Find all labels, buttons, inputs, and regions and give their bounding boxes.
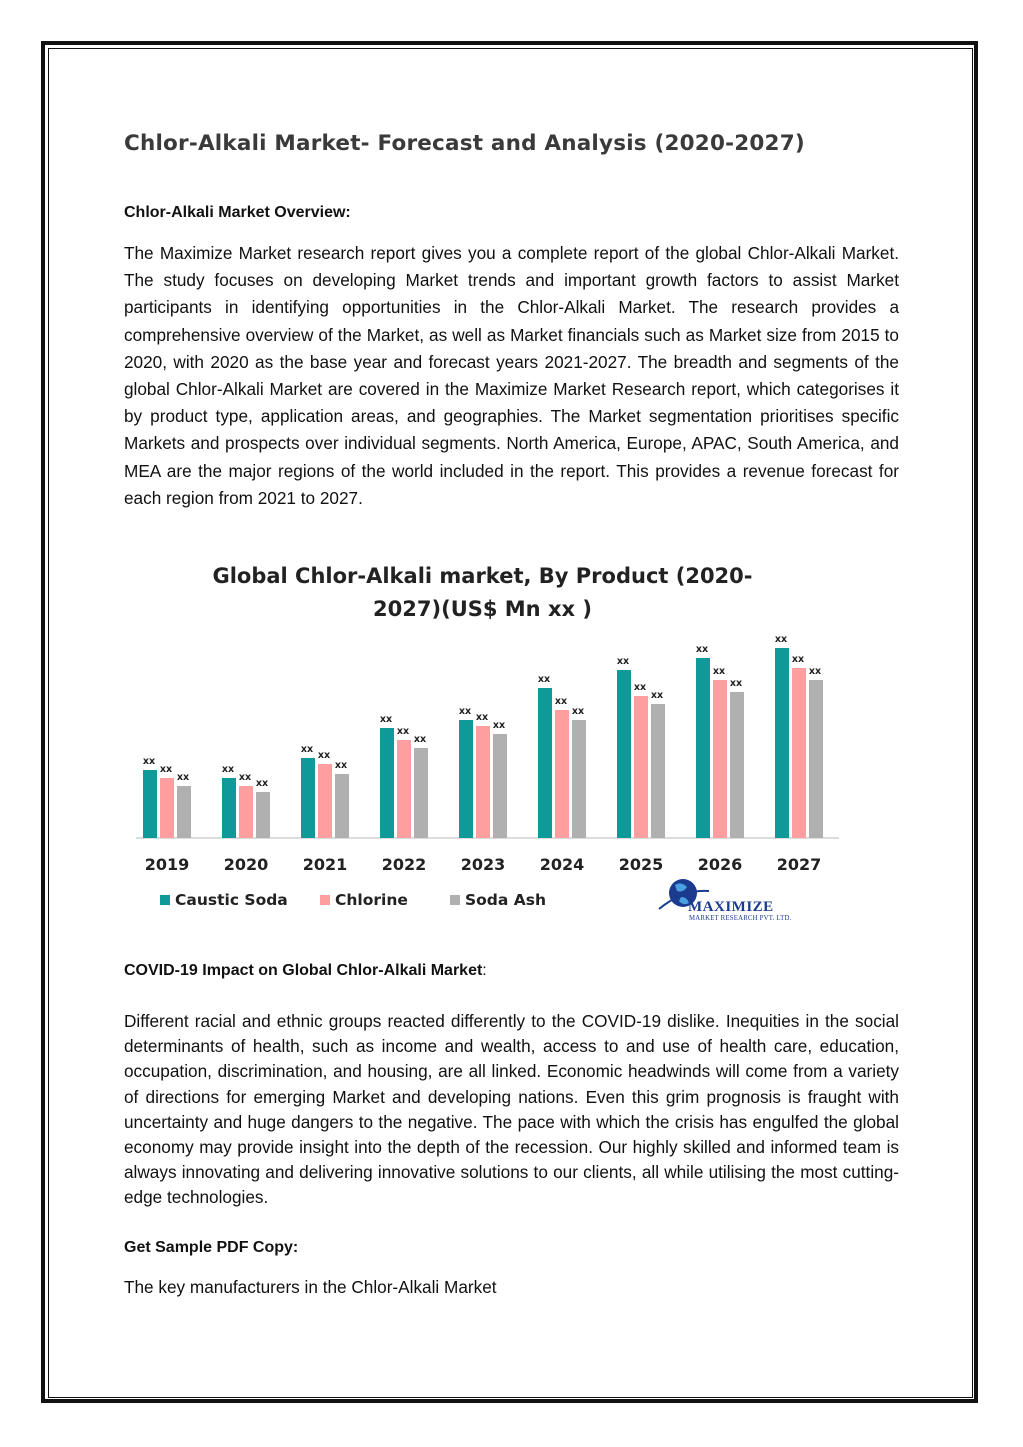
data-label: xx — [413, 734, 427, 745]
covid-paragraph: Different racial and ethnic groups reacted differently to the COVID-19 dislike. Inequities in the social determinants of health, such as income and wealth, access to and use of health care, education, occupation, discrimination, and housing, are all linked. Economic headwinds will come from a variety of directions for emerging Market and developing nations. Even this grim prognosis is fraught with uncertainty and huge dangers to the negative. The pace with which the crisis has engulfed the global economy may provide insight into the depth of the recession. Our highly skilled and informed team is always innovating and delivering innovative solutions to our clients, all while utilising the most cutting-edge technologies. — [124, 1011, 899, 1208]
data-label: xx — [808, 666, 822, 677]
legend-swatch-chlorine — [320, 895, 330, 905]
bar-caustic-soda-2019 — [143, 770, 157, 838]
overview-heading: Chlor-Alkali Market Overview: — [124, 204, 351, 221]
logo-name: MAXIMIZE — [688, 899, 774, 915]
bar-chlorine-2024 — [555, 710, 569, 838]
data-label: xx — [379, 714, 393, 725]
bar-chlorine-2027 — [792, 668, 806, 838]
data-label: xx — [633, 682, 647, 693]
data-label: xx — [695, 644, 709, 655]
x-tick-label-2021: 2021 — [302, 855, 348, 874]
bar-chlorine-2023 — [476, 726, 490, 838]
legend-label-chlorine: Chlorine — [335, 891, 408, 909]
data-label: xx — [774, 634, 788, 645]
x-tick-label-2019: 2019 — [144, 855, 190, 874]
x-tick-label-2025: 2025 — [618, 855, 664, 874]
data-label: xx — [554, 696, 568, 707]
bar-caustic-soda-2022 — [380, 728, 394, 838]
x-tick-label-2023: 2023 — [460, 855, 506, 874]
bar-soda-ash-2024 — [572, 720, 586, 838]
sample-paragraph: The key manufacturers in the Chlor-Alkali Market — [124, 1277, 497, 1297]
x-tick-label-2027: 2027 — [776, 855, 822, 874]
bar-caustic-soda-2020 — [222, 778, 236, 838]
data-label: xx — [159, 764, 173, 775]
covid-heading — [124, 962, 487, 980]
data-label: xx — [712, 666, 726, 677]
data-label: xx — [492, 720, 506, 731]
bar-soda-ash-2020 — [256, 792, 270, 838]
legend-label-caustic-soda: Caustic Soda — [175, 891, 288, 909]
data-label: xx — [458, 706, 472, 717]
covid-heading-colon: : — [482, 962, 487, 979]
data-label: xx — [142, 756, 156, 767]
data-label: xx — [616, 656, 630, 667]
data-label: xx — [475, 712, 489, 723]
legend-swatch-soda-ash — [450, 895, 460, 905]
bar-chlorine-2021 — [318, 764, 332, 838]
bar-soda-ash-2027 — [809, 680, 823, 838]
data-label: xx — [300, 744, 314, 755]
data-label: xx — [334, 760, 348, 771]
data-label: xx — [176, 772, 190, 783]
bar-caustic-soda-2026 — [696, 658, 710, 838]
overview-paragraph: The Maximize Market research report gives you a complete report of the global Chlor-Alkali Market. The study focuses on developing Market trends and important growth factors to assist Market participants in identifying opportunities in the Chlor-Alkali Market. The research provides a comprehensive overview of the Market, as well as Market financials such as Market size from 2015 to 2020, with 2020 as the base year and forecast years 2021-2027. The breadth and segments of the global Chlor-Alkali Market are covered in the Maximize Market Research report, which categorises it by product type, application areas, and geographies. The Market segmentation prioritises specific Markets and prospects over individual segments. North America, Europe, APAC, South America, and MEA are the major regions of the world included in the report. This provides a revenue forecast for each region from 2021 to 2027. — [124, 243, 899, 508]
data-label: xx — [396, 726, 410, 737]
data-label: xx — [571, 706, 585, 717]
data-label: xx — [729, 678, 743, 689]
chart-title-line-2: 2027)(US$ Mn xx ) — [373, 597, 592, 621]
bar-soda-ash-2025 — [651, 704, 665, 838]
bar-soda-ash-2019 — [177, 786, 191, 838]
document-title: Chlor-Alkali Market- Forecast and Analysis (2020-2027) — [124, 131, 805, 156]
data-label: xx — [238, 772, 252, 783]
x-tick-label-2022: 2022 — [381, 855, 427, 874]
bar-chlorine-2026 — [713, 680, 727, 838]
data-label: xx — [650, 690, 664, 701]
data-label: xx — [537, 674, 551, 685]
bar-caustic-soda-2023 — [459, 720, 473, 838]
bar-soda-ash-2026 — [730, 692, 744, 838]
x-tick-label-2020: 2020 — [223, 855, 269, 874]
data-label: xx — [255, 778, 269, 789]
bar-caustic-soda-2025 — [617, 670, 631, 838]
bar-soda-ash-2023 — [493, 734, 507, 838]
sample-heading: Get Sample PDF Copy: — [124, 1239, 299, 1256]
bar-chlorine-2019 — [160, 778, 174, 838]
bar-caustic-soda-2027 — [775, 648, 789, 838]
chart-title — [150, 560, 815, 626]
bar-caustic-soda-2024 — [538, 688, 552, 838]
legend-label-soda-ash: Soda Ash — [465, 891, 547, 909]
bar-soda-ash-2021 — [335, 774, 349, 838]
x-tick-label-2026: 2026 — [697, 855, 743, 874]
data-label: xx — [317, 750, 331, 761]
bar-chlorine-2020 — [239, 786, 253, 838]
bar-chlorine-2025 — [634, 696, 648, 838]
covid-heading-text: COVID-19 Impact on Global Chlor-Alkali Market — [124, 962, 483, 979]
data-label: xx — [221, 764, 235, 775]
bar-soda-ash-2022 — [414, 748, 428, 838]
logo-subtitle: MARKET RESEARCH PVT. LTD. — [689, 915, 792, 922]
chart-title-line-1: Global Chlor-Alkali market, By Product (2020- — [212, 564, 753, 588]
data-label: xx — [791, 654, 805, 665]
bar-chlorine-2022 — [397, 740, 411, 838]
legend-swatch-caustic-soda — [160, 895, 170, 905]
bar-caustic-soda-2021 — [301, 758, 315, 838]
x-tick-label-2024: 2024 — [539, 855, 585, 874]
